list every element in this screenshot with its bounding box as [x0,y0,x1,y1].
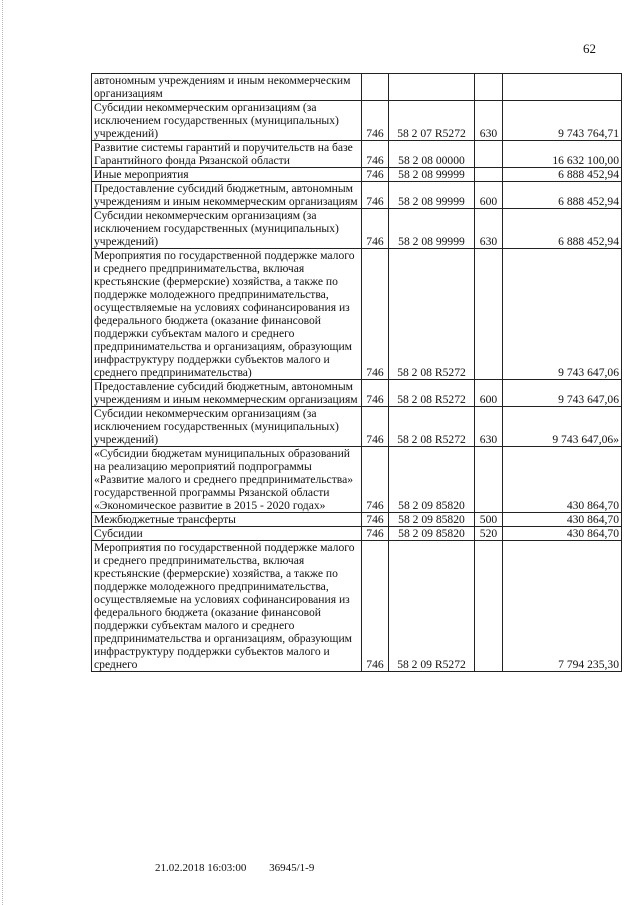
table-row [92,447,622,513]
row-name-cell: Субсидии некоммерческим организациям (за исключением государственных (муниципальных) учреждений) [92,209,362,249]
budget-table [91,73,622,672]
row-vr-cell: 630 [475,209,503,249]
row-vr-cell: 520 [475,527,503,541]
table-row [92,168,622,182]
table-row [92,541,622,672]
table-row [92,74,622,101]
row-csr-cell: 58 2 08 R5272 [389,407,475,447]
row-code-cell: 746 [362,541,389,672]
footer-doc-id: 36945/1-9 [269,862,315,874]
row-name-cell: автономным учреждениям и иным некоммерческим организациям [92,74,362,101]
row-code-cell: 746 [362,182,389,209]
row-sum-cell: 16 632 100,00 [503,141,622,168]
budget-table-body [92,74,622,672]
row-csr-cell: 58 2 09 85820 [389,513,475,527]
table-row [92,101,622,141]
row-csr-cell: 58 2 08 99999 [389,209,475,249]
row-csr-cell [389,74,475,101]
row-code-cell [362,74,389,101]
row-code-cell: 746 [362,513,389,527]
table-row [92,527,622,541]
table-row [92,182,622,209]
row-sum-cell: 6 888 452,94 [503,182,622,209]
row-name-cell: Предоставление субсидий бюджетным, автономным учреждениям и иным некоммерческим организациям [92,182,362,209]
row-name-cell: Субсидии некоммерческим организациям (за исключением государственных (муниципальных) учреждений) [92,101,362,141]
row-name-cell: Развитие системы гарантий и поручительств на базе Гарантийного фонда Рязанской области [92,141,362,168]
row-sum-cell: 430 864,70 [503,513,622,527]
row-sum-cell: 9 743 647,06 [503,249,622,380]
table-row [92,209,622,249]
row-code-cell: 746 [362,380,389,407]
row-sum-cell: 6 888 452,94 [503,209,622,249]
row-vr-cell [475,74,503,101]
row-name-cell: Субсидии некоммерческим организациям (за исключением государственных (муниципальных) учреждений) [92,407,362,447]
row-csr-cell: 58 2 08 99999 [389,182,475,209]
row-vr-cell: 630 [475,101,503,141]
row-name-cell: Мероприятия по государственной поддержке малого и среднего предпринимательства, включая крестьянские (фермерские) хозяйства, а также по поддержке молодежного предпринимательства, осуществляемые на условиях софинансирования из федерального бюджета (оказание финансовой поддержки субъектам малого и среднего предпринимательства и организациям, образующим инфраструктуру поддержки субъектов малого и среднего предпринимательства) [92,249,362,380]
row-vr-cell [475,141,503,168]
row-name-cell: Иные мероприятия [92,168,362,182]
row-name-cell: «Субсидии бюджетам муниципальных образований на реализацию мероприятий подпрограммы «Развитие малого и среднего предпринимательства» государственной программы Рязанской области «Экономическое развитие в 2015 - 2020 годах» [92,447,362,513]
row-code-cell: 746 [362,141,389,168]
table-row [92,380,622,407]
row-code-cell: 746 [362,527,389,541]
row-vr-cell: 500 [475,513,503,527]
page-number: 62 [583,41,596,56]
row-sum-cell: 9 743 647,06 [503,380,622,407]
row-csr-cell: 58 2 08 99999 [389,168,475,182]
row-name-cell: Межбюджетные трансферты [92,513,362,527]
row-vr-cell [475,249,503,380]
row-code-cell: 746 [362,407,389,447]
footer-datetime: 21.02.2018 16:03:00 [155,862,247,874]
row-vr-cell [475,447,503,513]
footer-stamp [155,862,334,874]
row-vr-cell [475,541,503,672]
table-row [92,249,622,380]
table-row [92,407,622,447]
row-sum-cell: 6 888 452,94 [503,168,622,182]
row-csr-cell: 58 2 08 00000 [389,141,475,168]
row-sum-cell [503,74,622,101]
row-csr-cell: 58 2 09 85820 [389,527,475,541]
scan-edge [2,0,4,905]
row-code-cell: 746 [362,168,389,182]
row-sum-cell: 7 794 235,30 [503,541,622,672]
row-sum-cell: 9 743 647,06» [503,407,622,447]
row-csr-cell: 58 2 08 R5272 [389,249,475,380]
row-sum-cell: 430 864,70 [503,527,622,541]
table-row [92,513,622,527]
row-name-cell: Субсидии [92,527,362,541]
row-csr-cell: 58 2 09 85820 [389,447,475,513]
row-vr-cell: 600 [475,380,503,407]
row-name-cell: Мероприятия по государственной поддержке малого и среднего предпринимательства, включая крестьянские (фермерские) хозяйства, а также по поддержке молодежного предпринимательства, осуществляемые на условиях софинансирования из федерального бюджета (оказание финансовой поддержки субъектам малого и среднего предпринимательства и организациям, образующим инфраструктуру поддержки субъектов малого и среднего [92,541,362,672]
row-sum-cell: 9 743 764,71 [503,101,622,141]
table-row [92,141,622,168]
row-csr-cell: 58 2 09 R5272 [389,541,475,672]
row-vr-cell [475,168,503,182]
row-code-cell: 746 [362,249,389,380]
row-code-cell: 746 [362,447,389,513]
row-sum-cell: 430 864,70 [503,447,622,513]
row-code-cell: 746 [362,101,389,141]
row-vr-cell: 600 [475,182,503,209]
row-name-cell: Предоставление субсидий бюджетным, автономным учреждениям и иным некоммерческим организациям [92,380,362,407]
row-csr-cell: 58 2 08 R5272 [389,380,475,407]
row-code-cell: 746 [362,209,389,249]
row-csr-cell: 58 2 07 R5272 [389,101,475,141]
row-vr-cell: 630 [475,407,503,447]
